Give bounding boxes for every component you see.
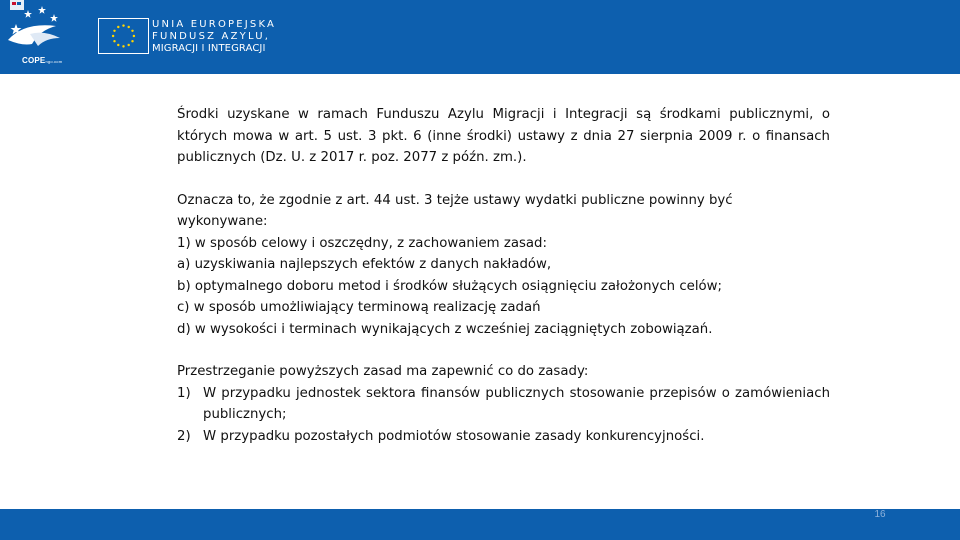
principles-line-4: b) optymalnego doboru metod i środków służących osiągnięciu założonych celów;	[177, 278, 723, 294]
eu-star	[127, 44, 129, 46]
paragraph-principles	[177, 190, 830, 341]
eu-star	[127, 26, 129, 28]
paragraph-compliance	[177, 361, 830, 447]
eu-title-line-3: MIGRACJI I INTEGRACJI	[152, 43, 266, 54]
eu-title-line-1: UNIA EUROPEJSKA	[152, 19, 277, 30]
eu-star	[112, 35, 114, 37]
eu-star	[131, 40, 133, 42]
footer-bar	[0, 509, 960, 540]
eu-title-line-2: FUNDUSZ AZYLU,	[152, 31, 271, 42]
eu-star	[117, 44, 119, 46]
eu-flag-icon	[98, 18, 149, 54]
page-number: 16	[874, 509, 886, 520]
eu-star	[131, 30, 133, 32]
list-item-number: 1)	[177, 385, 191, 401]
compliance-intro: Przestrzeganie powyższych zasad ma zapewnić co do zasady:	[177, 364, 589, 379]
list-item	[177, 426, 830, 448]
slide-content	[177, 104, 830, 447]
cope-label	[22, 56, 62, 65]
eu-star	[113, 30, 115, 32]
principles-line-2: 1) w sposób celowy i oszczędny, z zachowaniem zasad:	[177, 235, 547, 251]
cope-sublabel: ngo.com	[45, 59, 63, 64]
list-item-number: 2)	[177, 428, 191, 444]
eu-fund-title	[152, 19, 276, 55]
header-bar	[0, 0, 960, 74]
eu-star	[133, 35, 135, 37]
principles-line-1: Oznacza to, że zgodnie z art. 44 ust. 3 tejże ustawy wydatki publiczne powinny być wykonywane:	[177, 192, 733, 229]
eu-star	[117, 26, 119, 28]
list-item	[177, 383, 830, 426]
eu-star	[113, 40, 115, 42]
paragraph-legal-basis: Środki uzyskane w ramach Funduszu Azylu Migracji i Integracji są środkami publicznymi, o których mowa w art. 5 ust. 3 pkt. 6 (inne środki) ustawy z dnia 27 sierpnia 2009 r. o finansach publicznych (Dz. U. z 2017 r. poz. 2077 z późn. zm.).	[177, 107, 830, 165]
cope-label-text: COPE	[22, 56, 46, 65]
spacer	[177, 340, 830, 361]
eu-star	[122, 45, 124, 47]
principles-line-6: d) w wysokości i terminach wynikających z wcześniej zaciągniętych zobowiązań.	[177, 321, 713, 337]
list-item-text: W przypadku pozostałych podmiotów stosowanie zasady konkurencyjności.	[203, 428, 705, 444]
list-item-text: W przypadku jednostek sektora finansów publicznych stosowanie przepisów o zamówieniach publicznych;	[203, 385, 830, 422]
principles-line-3: a) uzyskiwania najlepszych efektów z danych nakładów,	[177, 257, 552, 272]
spacer	[177, 169, 830, 190]
eu-star	[122, 24, 124, 26]
principles-line-5: c) w sposób umożliwiający terminową realizację zadań	[177, 300, 541, 315]
